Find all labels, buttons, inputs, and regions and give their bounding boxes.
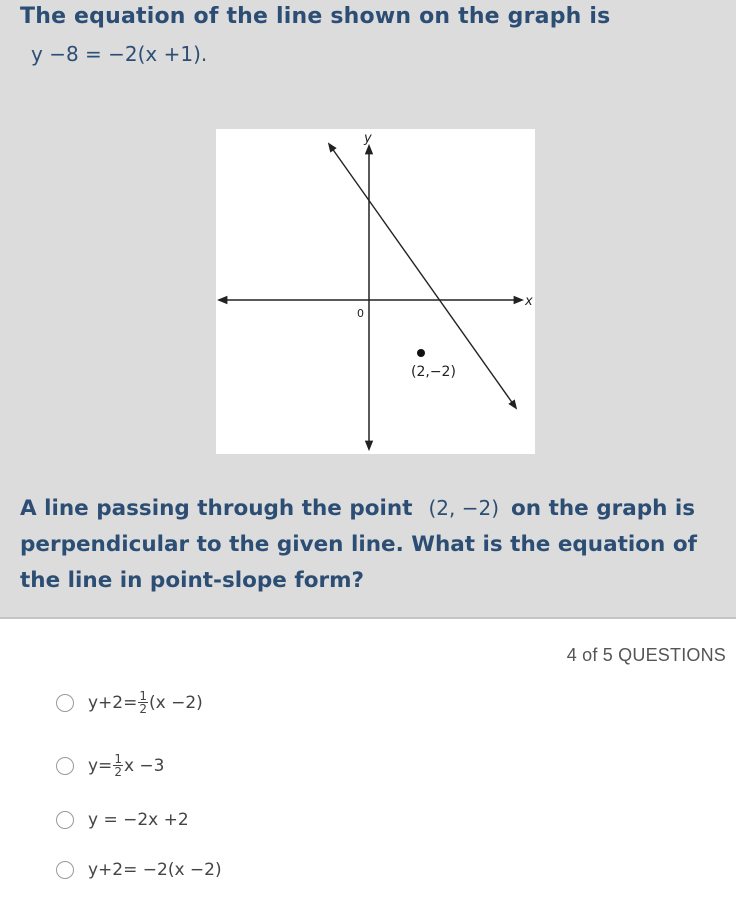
option-1-lhs: y+2= <box>88 692 138 713</box>
option-2-lhs: y= <box>88 755 113 776</box>
graph-svg <box>216 129 535 454</box>
x-axis-label: x <box>525 294 533 309</box>
option-2-rhs: x −3 <box>123 755 165 776</box>
answer-option-4[interactable] <box>56 860 222 880</box>
point-label: (2,−2) <box>411 364 456 380</box>
radio-button[interactable] <box>56 811 74 829</box>
question-body-part2: on the graph is perpendicular to the given line. What is the equation of the line in point-slope form? <box>20 496 697 593</box>
fraction <box>138 690 148 715</box>
fraction-denominator: 2 <box>114 765 122 779</box>
answer-option-3[interactable] <box>56 810 189 830</box>
answer-option-4-text: y+2= −2(x −2) <box>88 860 222 880</box>
point-coordinates: (2, −2) <box>428 496 500 520</box>
answer-option-2-text <box>88 753 164 778</box>
graph <box>216 129 535 454</box>
option-1-rhs: (x −2) <box>149 692 203 713</box>
radio-button[interactable] <box>56 757 74 775</box>
fraction <box>113 753 123 778</box>
radio-button[interactable] <box>56 861 74 879</box>
question-counter: 4 of 5 QUESTIONS <box>566 645 726 665</box>
point-marker <box>417 349 425 357</box>
fraction-numerator: 1 <box>139 689 148 703</box>
question-body-part1: A line passing through the point <box>20 496 413 521</box>
answer-option-1[interactable] <box>56 690 203 715</box>
answer-option-1-text <box>88 690 203 715</box>
fraction-denominator: 2 <box>139 702 148 716</box>
radio-button[interactable] <box>56 694 74 712</box>
fraction-numerator: 1 <box>114 752 122 766</box>
question-title: The equation of the line shown on the graph is <box>20 4 611 29</box>
answer-option-3-text: y = −2x +2 <box>88 810 189 830</box>
given-equation: y −8 = −2(x +1). <box>31 42 208 66</box>
origin-label: 0 <box>357 307 364 320</box>
y-axis-label: y <box>364 131 372 146</box>
answer-option-2[interactable] <box>56 753 164 778</box>
question-body <box>20 490 720 599</box>
